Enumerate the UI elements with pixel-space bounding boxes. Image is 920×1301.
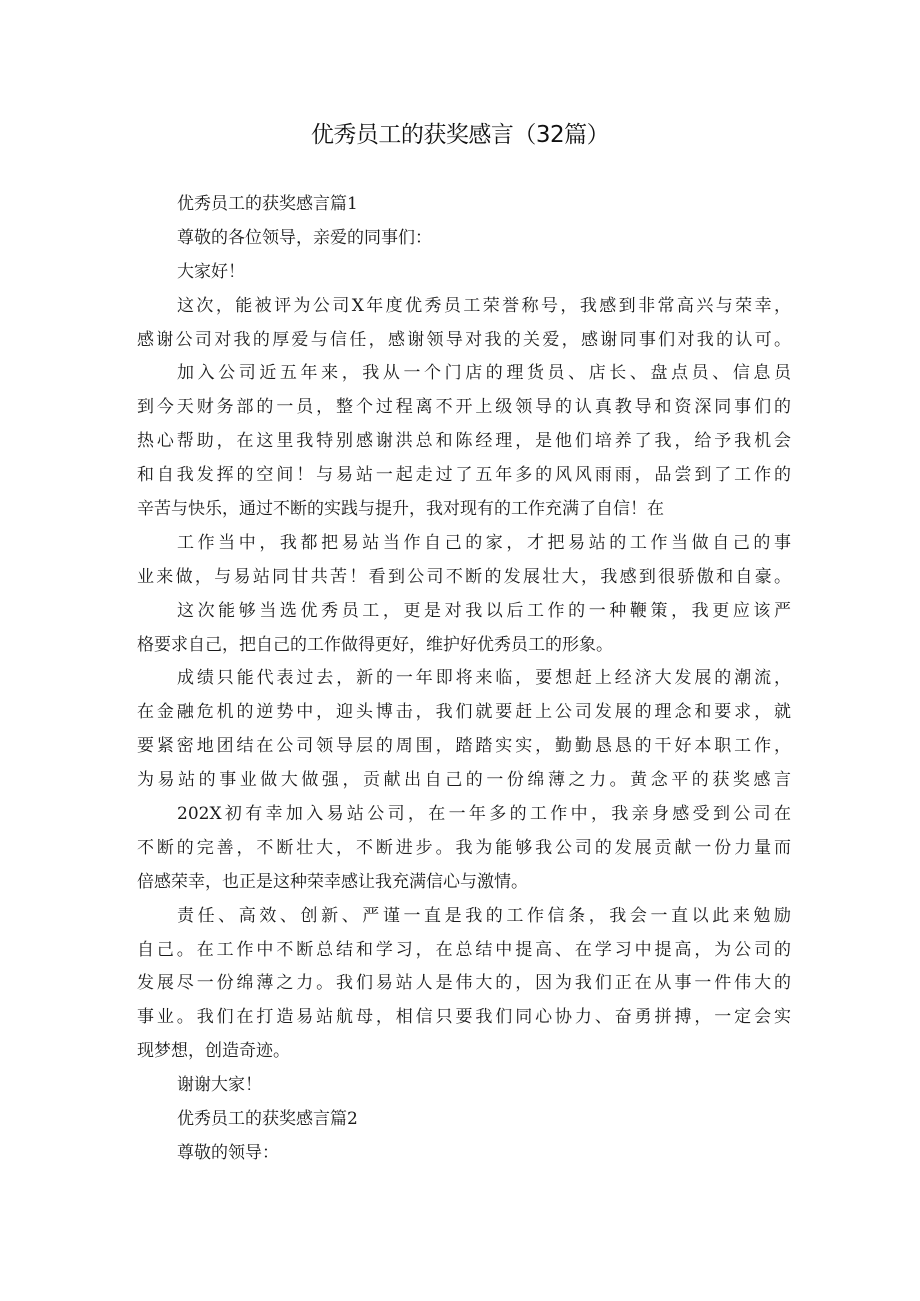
text-line: 成绩只能代表过去，新的一年即将来临，要想赶上经济大发展的潮流， (177, 668, 791, 689)
text-line: 加入公司近五年来，我从一个门店的理货员、店长、盘点员、信息员 (177, 363, 791, 384)
text-line: 优秀员工的获奖感言篇1 (177, 194, 358, 214)
text-line: 工作当中，我都把易站当作自己的家，才把易站的工作当做自己的事 (177, 532, 791, 553)
text-line: 倍感荣幸，也正是这种荣幸感让我充满信心与激情。 (137, 871, 528, 892)
document-body (137, 188, 791, 1171)
document-title: 优秀员工的获奖感言（32篇） (310, 122, 610, 148)
text-line: 不断的完善，不断壮大，不断进步。我为能够我公司的发展贡献一份力量而 (137, 837, 791, 858)
text-line: 这次能够当选优秀员工，更是对我以后工作的一种鞭策，我更应该严 (177, 600, 791, 621)
text-line: 谢谢大家！ (177, 1075, 262, 1096)
text-line: 责任、高效、创新、严谨一直是我的工作信条，我会一直以此来勉励 (177, 905, 791, 926)
text-line: 业来做，与易站同甘共苦！看到公司不断的发展壮大，我感到很骄傲和自豪。 (137, 566, 791, 587)
text-line: 尊敬的领导： (177, 1142, 279, 1163)
text-line: 在金融危机的逆势中，迎头博击，我们就要赶上公司发展的理念和要求，就 (137, 702, 791, 723)
text-line: 优秀员工的获奖感言篇2 (177, 1109, 358, 1130)
text-line: 格要求自己，把自己的工作做得更好，维护好优秀员工的形象。 (137, 634, 613, 655)
text-line: 为易站的事业做大做强，贡献出自己的一份绵薄之力。黄念平的获奖感言 (137, 770, 791, 791)
text-line: 要紧密地团结在公司领导层的周围，踏踏实实，勤勤恳恳的干好本职工作， (137, 736, 791, 757)
text-line: 大家好！ (177, 261, 245, 282)
text-line: 现梦想，创造奇迹。 (137, 1041, 290, 1062)
text-line: 辛苦与快乐，通过不断的实践与提升，我对现有的工作充满了自信！在 (137, 499, 664, 520)
text-line: 这次，能被评为公司X年度优秀员工荣誉称号，我感到非常高兴与荣幸， (177, 295, 791, 316)
text-line: 热心帮助，在这里我特别感谢洪总和陈经理，是他们培养了我，给予我机会 (137, 431, 791, 452)
text-line: 自己。在工作中不断总结和学习，在总结中提高、在学习中提高，为公司的 (137, 939, 791, 960)
text-line: 感谢公司对我的厚爱与信任，感谢领导对我的关爱，感谢同事们对我的认可。 (137, 329, 791, 350)
text-line: 202X初有幸加入易站公司，在一年多的工作中，我亲身感受到公司在 (177, 804, 791, 825)
text-line: 和自我发挥的空间！与易站一起走过了五年多的风风雨雨，品尝到了工作的 (137, 465, 791, 486)
text-line: 到今天财务部的一员，整个过程离不开上级领导的认真教导和资深同事们的 (137, 397, 791, 418)
text-line: 发展尽一份绵薄之力。我们易站人是伟大的，因为我们正在从事一件伟大的 (137, 973, 791, 994)
text-line: 尊敬的各位领导，亲爱的同事们： (177, 227, 432, 248)
text-line: 事业。我们在打造易站航母，相信只要我们同心协力、奋勇拼搏，一定会实 (137, 1007, 791, 1028)
